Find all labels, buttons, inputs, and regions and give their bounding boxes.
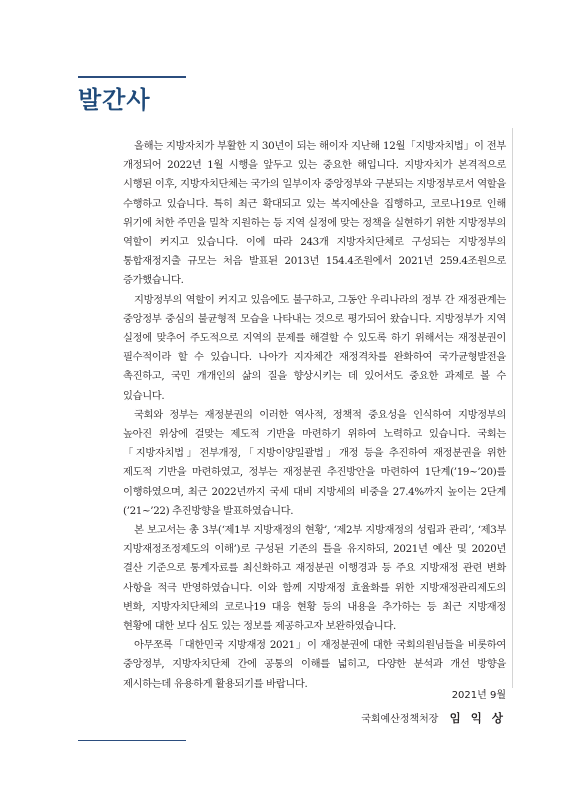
signature-position: 국회예산정책처장 — [361, 714, 439, 725]
paragraph-1: 올해는 지방자치가 부활한 지 30년이 되는 해이자 지난해 12월「지방자치법」이 전부 개정되어 2022년 1월 시행을 앞두고 있는 중요한 해입니다. 지방자치가 본격적으로 시행된 이후, 지방자치단체는 국가의 일부이자 중앙정부와 구분되는 지방정부로서 역할을 수행하고 있습니다. 특히 최근 확대되고 있는 복지예산을 집행하고, 코로나19로 인해 위기에 처한 주민을 밀착 지원하는 등 지역 실정에 맞는 정책을 실현하기 위한 지방정부의 역할이 커지고 있습니다. 이에 따라 243개 지방자치단체로 구성되는 지방정부의 통합재정지출 규모는 처음 발표된 2013년 154.4조원에서 2021년 259.4조원으로 증가했습니다. — [123, 140, 506, 287]
signature-date: 2021년 9월 — [451, 690, 506, 701]
paragraph-4: 본 보고서는 총 3부(‘제1부 지방재정의 현황’, ‘제2부 지방재정의 성립과 관리’, ‘제3부 지방재정조정제도의 이해’)로 구성된 기존의 틀을 유지하되, 2021년 예산 및 2020년 결산 기준으로 통계자료를 최신화하고 재정분권 이행경과 등 주요 지방재정 관련 변화 사항을 적극 반영하였습니다. 이와 함께 지방재정 효율화를 위한 지방재정관리제도의 변화, 지방자치단체의 코로나19 대응 현황 등의 내용을 추가하는 등 최근 지방재정 현황에 대한 보다 심도 있는 정보를 제공하고자 보완하였습니다. — [123, 524, 506, 633]
paragraph-2: 지방정부의 역할이 커지고 있음에도 불구하고, 그동안 우리나라의 정부 간 재정관계는 중앙정부 중심의 불균형적 모습을 나타내는 것으로 평가되어 왔습니다. 지방정부가 지역 실정에 맞추어 주도적으로 지역의 문제를 해결할 수 있도록 하기 위해서는 재정분권이 필수적이라 할 수 있습니다. 나아가 지자체간 재정격차를 완화하여 국가균형발전을 촉진하고, 국민 개개인의 삶의 질을 향상시키는 데 있어서도 중요한 과제로 볼 수 있습니다. — [123, 293, 506, 402]
page-title: 발간사 — [78, 86, 151, 114]
signature-line — [361, 710, 506, 728]
paragraph-5: 아무쪼록「대한민국 지방재정 2021」이 재정분권에 대한 국회의원님들을 비롯하여 중앙정부, 지방자치단체 간에 공통의 이해를 넓히고, 다양한 분석과 개선 방향을 제시하는데 유용하게 활용되기를 바랍니다. — [123, 639, 506, 690]
paragraph-3: 국회와 정부는 재정분권의 이러한 역사적, 정책적 중요성을 인식하여 지방정부의 높아진 위상에 걸맞는 제도적 기반을 마련하기 위하여 노력하고 있습니다. 국회는「지방자치법」전부개정,「지방이양일괄법」개정 등을 추진하여 재정분권을 위한 제도적 기반을 마련하였고, 정부는 재정분권 추진방안을 마련하여 1단계(’19~’20)를 이행하였으며, 최근 2022년까지 국세 대비 지방세의 비중을 27.4%까지 높이는 2단계(’21~’22) 추진방향을 발표하였습니다. — [123, 408, 506, 517]
signature-block — [361, 688, 506, 728]
preface-body — [123, 137, 506, 694]
margin-vertical-rule — [512, 128, 513, 688]
signature-name: 임 익 상 — [449, 711, 506, 725]
footer-rule — [78, 740, 186, 741]
title-top-rule — [78, 76, 186, 78]
